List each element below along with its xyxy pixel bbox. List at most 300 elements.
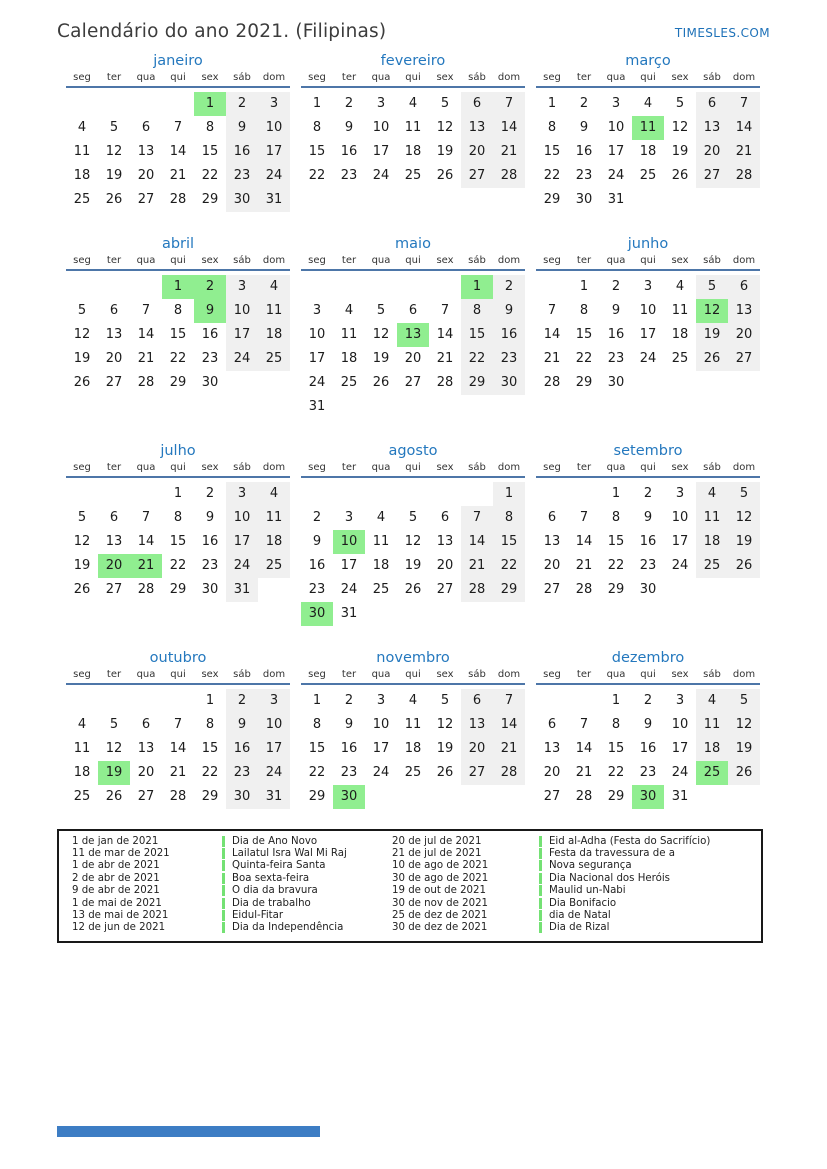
day-cell: 13 xyxy=(436,534,454,549)
day-cell: 16 xyxy=(201,327,219,342)
weekday-header xyxy=(66,461,290,478)
day-cell: 29 xyxy=(543,192,561,207)
day-cell: 27 xyxy=(728,347,760,371)
day-cell: 2 xyxy=(643,486,653,501)
empty-day-cell xyxy=(258,371,290,395)
weekday-label: qua xyxy=(606,462,626,473)
week-row xyxy=(66,299,290,323)
month-title: julho xyxy=(160,443,196,459)
day-cell: 25 xyxy=(404,168,422,183)
empty-day-cell xyxy=(696,785,728,809)
day-cell: 25 xyxy=(372,582,390,597)
day-cell: 3 xyxy=(258,92,290,116)
weekday-label: sex xyxy=(201,72,219,83)
legend-entry xyxy=(392,897,761,909)
month-title: outubro xyxy=(149,650,207,666)
holiday-date: 10 de ago de 2021 xyxy=(392,860,489,872)
month-agosto xyxy=(301,439,525,626)
day-cell: 18 xyxy=(404,741,422,756)
weekday-label: dom xyxy=(497,255,521,266)
week-row xyxy=(66,116,290,140)
day-cell: 1 xyxy=(579,279,589,294)
month-title: fevereiro xyxy=(380,53,446,69)
day-cell: 26 xyxy=(372,375,390,390)
day-cell: 26 xyxy=(436,168,454,183)
day-cell: 15 xyxy=(201,144,219,159)
week-row xyxy=(301,737,525,761)
day-cell: 28 xyxy=(575,789,593,804)
empty-day-cell xyxy=(696,371,728,395)
day-cell: 10 xyxy=(258,713,290,737)
day-cell: 8 xyxy=(205,717,215,732)
weekday-label: sex xyxy=(671,255,689,266)
day-cell: 17 xyxy=(639,327,657,342)
day-cell: 12 xyxy=(105,144,123,159)
day-cell: 1 xyxy=(547,96,557,111)
holiday-date: 30 de ago de 2021 xyxy=(392,872,489,884)
holiday-day-cell: 9 xyxy=(194,299,226,323)
day-cell: 26 xyxy=(105,192,123,207)
day-cell: 26 xyxy=(436,765,454,780)
day-cell: 6 xyxy=(141,717,151,732)
weekday-label: seg xyxy=(543,255,561,266)
empty-day-cell xyxy=(664,371,696,395)
day-cell: 29 xyxy=(308,789,326,804)
weekday-header xyxy=(536,254,760,271)
day-cell: 21 xyxy=(728,140,760,164)
day-cell: 5 xyxy=(440,693,450,708)
day-cell: 17 xyxy=(226,530,258,554)
day-cell: 25 xyxy=(258,554,290,578)
day-cell: 9 xyxy=(579,120,589,135)
month-title: janeiro xyxy=(153,53,203,69)
day-cell: 27 xyxy=(105,375,123,390)
day-cell: 15 xyxy=(169,327,187,342)
weekday-label: ter xyxy=(341,255,357,266)
day-cell: 6 xyxy=(547,717,557,732)
empty-day-cell xyxy=(728,785,760,809)
weekday-label: seg xyxy=(543,72,561,83)
empty-day-cell xyxy=(397,785,429,809)
empty-day-cell xyxy=(98,689,130,713)
month-junho xyxy=(536,232,760,395)
weekday-label: ter xyxy=(106,669,122,680)
empty-day-cell xyxy=(461,395,493,419)
day-cell: 2 xyxy=(344,693,354,708)
holiday-name: Maulid un-Nabi xyxy=(539,885,626,896)
day-cell: 18 xyxy=(696,530,728,554)
day-cell: 3 xyxy=(376,693,386,708)
week-row xyxy=(301,116,525,140)
day-cell: 14 xyxy=(493,116,525,140)
weekday-label: qui xyxy=(170,72,186,83)
weekday-label: qua xyxy=(371,669,391,680)
empty-day-cell xyxy=(258,578,290,602)
holiday-date: 12 de jun de 2021 xyxy=(72,922,166,934)
day-cell: 10 xyxy=(226,506,258,530)
weekday-label: qua xyxy=(136,669,156,680)
day-cell: 24 xyxy=(639,351,657,366)
day-cell: 8 xyxy=(493,506,525,530)
day-cell: 19 xyxy=(372,351,390,366)
holiday-name: Eidul-Fitar xyxy=(222,910,283,921)
day-cell: 26 xyxy=(105,789,123,804)
empty-day-cell xyxy=(728,188,760,212)
day-cell: 1 xyxy=(493,482,525,506)
week-row xyxy=(301,92,525,116)
weekday-header xyxy=(66,71,290,88)
day-cell: 18 xyxy=(696,737,728,761)
empty-day-cell xyxy=(536,275,568,299)
day-cell: 6 xyxy=(109,510,119,525)
day-cell: 9 xyxy=(344,120,354,135)
day-cell: 14 xyxy=(728,116,760,140)
day-cell: 19 xyxy=(105,168,123,183)
day-cell: 11 xyxy=(258,299,290,323)
day-cell: 10 xyxy=(607,120,625,135)
day-cell: 31 xyxy=(258,785,290,809)
legend-entry xyxy=(392,885,761,897)
day-cell: 10 xyxy=(308,327,326,342)
weekday-label: qua xyxy=(606,255,626,266)
weekday-label: dom xyxy=(732,255,756,266)
day-cell: 7 xyxy=(547,303,557,318)
day-cell: 22 xyxy=(607,765,625,780)
day-cell: 30 xyxy=(607,375,625,390)
weekday-label: ter xyxy=(576,669,592,680)
day-cell: 22 xyxy=(493,554,525,578)
day-cell: 31 xyxy=(226,578,258,602)
day-cell: 9 xyxy=(493,299,525,323)
day-cell: 3 xyxy=(312,303,322,318)
month-title: setembro xyxy=(613,443,683,459)
day-cell: 16 xyxy=(201,534,219,549)
weekday-label: seg xyxy=(73,462,91,473)
weekday-label: sex xyxy=(201,669,219,680)
day-cell: 23 xyxy=(340,765,358,780)
legend-entry xyxy=(72,909,392,921)
week-row xyxy=(66,578,290,602)
holiday-date: 30 de nov de 2021 xyxy=(392,897,489,909)
weekday-label: dom xyxy=(262,669,286,680)
weekday-header xyxy=(66,668,290,685)
weekday-label: ter xyxy=(106,72,122,83)
weekday-header xyxy=(536,461,760,478)
empty-day-cell xyxy=(728,578,760,602)
day-cell: 21 xyxy=(493,140,525,164)
week-row xyxy=(536,92,760,116)
week-row xyxy=(301,371,525,395)
day-cell: 12 xyxy=(728,506,760,530)
month-title: agosto xyxy=(388,443,438,459)
day-cell: 18 xyxy=(258,323,290,347)
day-cell: 4 xyxy=(696,689,728,713)
holiday-name: O dia da bravura xyxy=(222,885,318,896)
legend-entry xyxy=(392,909,761,921)
day-cell: 24 xyxy=(258,164,290,188)
day-cell: 23 xyxy=(226,761,258,785)
legend-column xyxy=(392,835,761,934)
day-cell: 20 xyxy=(543,765,561,780)
day-cell: 18 xyxy=(404,144,422,159)
empty-day-cell xyxy=(632,188,664,212)
week-row xyxy=(301,689,525,713)
week-row xyxy=(536,689,760,713)
holiday-day-cell: 30 xyxy=(333,785,365,809)
day-cell: 3 xyxy=(344,510,354,525)
weekday-label: ter xyxy=(341,72,357,83)
empty-day-cell xyxy=(162,92,194,116)
month-novembro xyxy=(301,646,525,809)
day-cell: 23 xyxy=(201,351,219,366)
day-cell: 16 xyxy=(308,558,326,573)
holiday-name: Dia de Rizal xyxy=(539,922,609,933)
day-cell: 30 xyxy=(493,371,525,395)
week-row xyxy=(66,785,290,809)
day-cell: 23 xyxy=(226,164,258,188)
day-cell: 19 xyxy=(404,558,422,573)
day-cell: 15 xyxy=(493,530,525,554)
empty-day-cell xyxy=(664,188,696,212)
day-cell: 22 xyxy=(169,351,187,366)
day-cell: 4 xyxy=(408,96,418,111)
day-cell: 7 xyxy=(579,510,589,525)
month-title: junho xyxy=(627,236,669,252)
day-cell: 24 xyxy=(607,168,625,183)
holiday-day-cell: 10 xyxy=(333,530,365,554)
day-cell: 6 xyxy=(408,303,418,318)
holiday-name: dia de Natal xyxy=(539,910,611,921)
day-cell: 16 xyxy=(575,144,593,159)
day-cell: 7 xyxy=(141,510,151,525)
empty-day-cell xyxy=(333,482,365,506)
month-maio xyxy=(301,232,525,419)
weekday-label: qui xyxy=(170,669,186,680)
day-cell: 6 xyxy=(461,689,493,713)
weekday-label: qui xyxy=(405,462,421,473)
day-cell: 11 xyxy=(696,506,728,530)
week-row xyxy=(301,347,525,371)
empty-day-cell xyxy=(493,602,525,626)
week-row xyxy=(301,323,525,347)
weekday-label: qua xyxy=(371,255,391,266)
empty-day-cell xyxy=(429,482,461,506)
day-cell: 16 xyxy=(226,140,258,164)
holiday-name: Boa sexta-feira xyxy=(222,873,309,884)
empty-day-cell xyxy=(429,785,461,809)
weekday-header xyxy=(536,668,760,685)
day-cell: 12 xyxy=(73,534,91,549)
day-cell: 21 xyxy=(461,554,493,578)
day-cell: 27 xyxy=(461,164,493,188)
day-cell: 22 xyxy=(169,558,187,573)
weekday-header xyxy=(301,71,525,88)
week-row xyxy=(301,395,525,419)
day-cell: 6 xyxy=(728,275,760,299)
day-cell: 17 xyxy=(671,534,689,549)
weekday-label: sex xyxy=(436,72,454,83)
day-cell: 18 xyxy=(340,351,358,366)
month-setembro xyxy=(536,439,760,602)
weekday-label: qua xyxy=(136,462,156,473)
day-cell: 3 xyxy=(675,486,685,501)
legend-entry xyxy=(392,847,761,859)
empty-day-cell xyxy=(461,602,493,626)
empty-day-cell xyxy=(333,275,365,299)
day-cell: 24 xyxy=(372,765,390,780)
day-cell: 31 xyxy=(308,399,326,414)
week-row xyxy=(66,188,290,212)
day-cell: 24 xyxy=(226,347,258,371)
day-cell: 10 xyxy=(372,120,390,135)
week-row xyxy=(66,737,290,761)
day-cell: 28 xyxy=(543,375,561,390)
day-cell: 18 xyxy=(671,327,689,342)
day-cell: 29 xyxy=(493,578,525,602)
day-cell: 1 xyxy=(611,693,621,708)
day-cell: 18 xyxy=(639,144,657,159)
week-row xyxy=(301,482,525,506)
weekday-label: sex xyxy=(201,255,219,266)
week-row xyxy=(536,737,760,761)
empty-day-cell xyxy=(397,275,429,299)
day-cell: 3 xyxy=(643,279,653,294)
day-cell: 25 xyxy=(671,351,689,366)
month-março xyxy=(536,49,760,212)
day-cell: 5 xyxy=(77,510,87,525)
day-cell: 4 xyxy=(643,96,653,111)
day-cell: 3 xyxy=(376,96,386,111)
day-cell: 31 xyxy=(671,789,689,804)
day-cell: 23 xyxy=(639,765,657,780)
day-cell: 22 xyxy=(308,765,326,780)
day-cell: 10 xyxy=(258,116,290,140)
empty-day-cell xyxy=(461,785,493,809)
day-cell: 16 xyxy=(639,534,657,549)
day-cell: 18 xyxy=(73,765,91,780)
weekday-label: sex xyxy=(436,462,454,473)
day-cell: 26 xyxy=(728,761,760,785)
empty-day-cell xyxy=(98,482,130,506)
empty-day-cell xyxy=(632,371,664,395)
day-cell: 29 xyxy=(201,789,219,804)
weekday-label: sáb xyxy=(233,669,251,680)
week-row xyxy=(536,188,760,212)
page-title: Calendário do ano 2021. (Filipinas) xyxy=(57,21,387,42)
day-cell: 6 xyxy=(109,303,119,318)
day-cell: 15 xyxy=(308,144,326,159)
day-cell: 12 xyxy=(436,120,454,135)
day-cell: 17 xyxy=(258,140,290,164)
day-cell: 26 xyxy=(73,582,91,597)
page-header xyxy=(57,0,770,42)
empty-day-cell xyxy=(493,395,525,419)
day-cell: 20 xyxy=(461,140,493,164)
empty-day-cell xyxy=(696,188,728,212)
day-cell: 1 xyxy=(312,96,322,111)
week-row xyxy=(301,299,525,323)
legend-column xyxy=(72,835,392,934)
day-cell: 24 xyxy=(671,765,689,780)
day-cell: 2 xyxy=(344,96,354,111)
day-cell: 7 xyxy=(440,303,450,318)
day-cell: 21 xyxy=(543,351,561,366)
day-cell: 30 xyxy=(639,582,657,597)
holiday-day-cell: 1 xyxy=(162,275,194,299)
week-row xyxy=(536,275,760,299)
empty-day-cell xyxy=(429,275,461,299)
empty-day-cell xyxy=(130,275,162,299)
empty-day-cell xyxy=(365,785,397,809)
day-cell: 6 xyxy=(547,510,557,525)
day-cell: 7 xyxy=(493,689,525,713)
day-cell: 2 xyxy=(579,96,589,111)
day-cell: 7 xyxy=(461,506,493,530)
weekday-label: dom xyxy=(497,72,521,83)
day-cell: 18 xyxy=(372,558,390,573)
weekday-label: sáb xyxy=(468,72,486,83)
week-row xyxy=(536,140,760,164)
day-cell: 8 xyxy=(547,120,557,135)
day-cell: 24 xyxy=(308,375,326,390)
day-cell: 22 xyxy=(543,168,561,183)
holiday-date: 20 de jul de 2021 xyxy=(392,835,482,847)
week-row xyxy=(301,785,525,809)
day-cell: 1 xyxy=(611,486,621,501)
legend-entry xyxy=(392,922,761,934)
day-cell: 7 xyxy=(141,303,151,318)
day-cell: 19 xyxy=(436,144,454,159)
day-cell: 27 xyxy=(105,582,123,597)
day-cell: 2 xyxy=(312,510,322,525)
day-cell: 28 xyxy=(493,761,525,785)
week-row xyxy=(66,482,290,506)
day-cell: 17 xyxy=(607,144,625,159)
weekday-label: ter xyxy=(106,255,122,266)
weekday-header xyxy=(66,254,290,271)
holiday-date: 1 de mai de 2021 xyxy=(72,897,162,909)
week-row xyxy=(301,554,525,578)
site-link[interactable]: TIMESLES.COM xyxy=(674,26,770,40)
day-cell: 15 xyxy=(308,741,326,756)
day-cell: 8 xyxy=(579,303,589,318)
day-cell: 22 xyxy=(201,168,219,183)
day-cell: 28 xyxy=(461,578,493,602)
day-cell: 30 xyxy=(201,582,219,597)
week-row xyxy=(536,482,760,506)
weekday-label: qui xyxy=(170,462,186,473)
day-cell: 20 xyxy=(137,765,155,780)
week-row xyxy=(66,164,290,188)
day-cell: 4 xyxy=(258,275,290,299)
weekday-label: qua xyxy=(136,255,156,266)
weekday-label: sex xyxy=(436,669,454,680)
weekday-label: qui xyxy=(170,255,186,266)
empty-day-cell xyxy=(365,482,397,506)
weekday-label: sáb xyxy=(468,462,486,473)
week-row xyxy=(536,506,760,530)
day-cell: 23 xyxy=(308,582,326,597)
day-cell: 1 xyxy=(205,693,215,708)
month-title: abril xyxy=(161,236,195,252)
day-cell: 14 xyxy=(436,327,454,342)
day-cell: 10 xyxy=(671,717,689,732)
empty-day-cell xyxy=(301,482,333,506)
empty-day-cell xyxy=(365,602,397,626)
weekday-label: qui xyxy=(640,72,656,83)
weekday-header xyxy=(301,254,525,271)
weekday-label: sáb xyxy=(233,255,251,266)
